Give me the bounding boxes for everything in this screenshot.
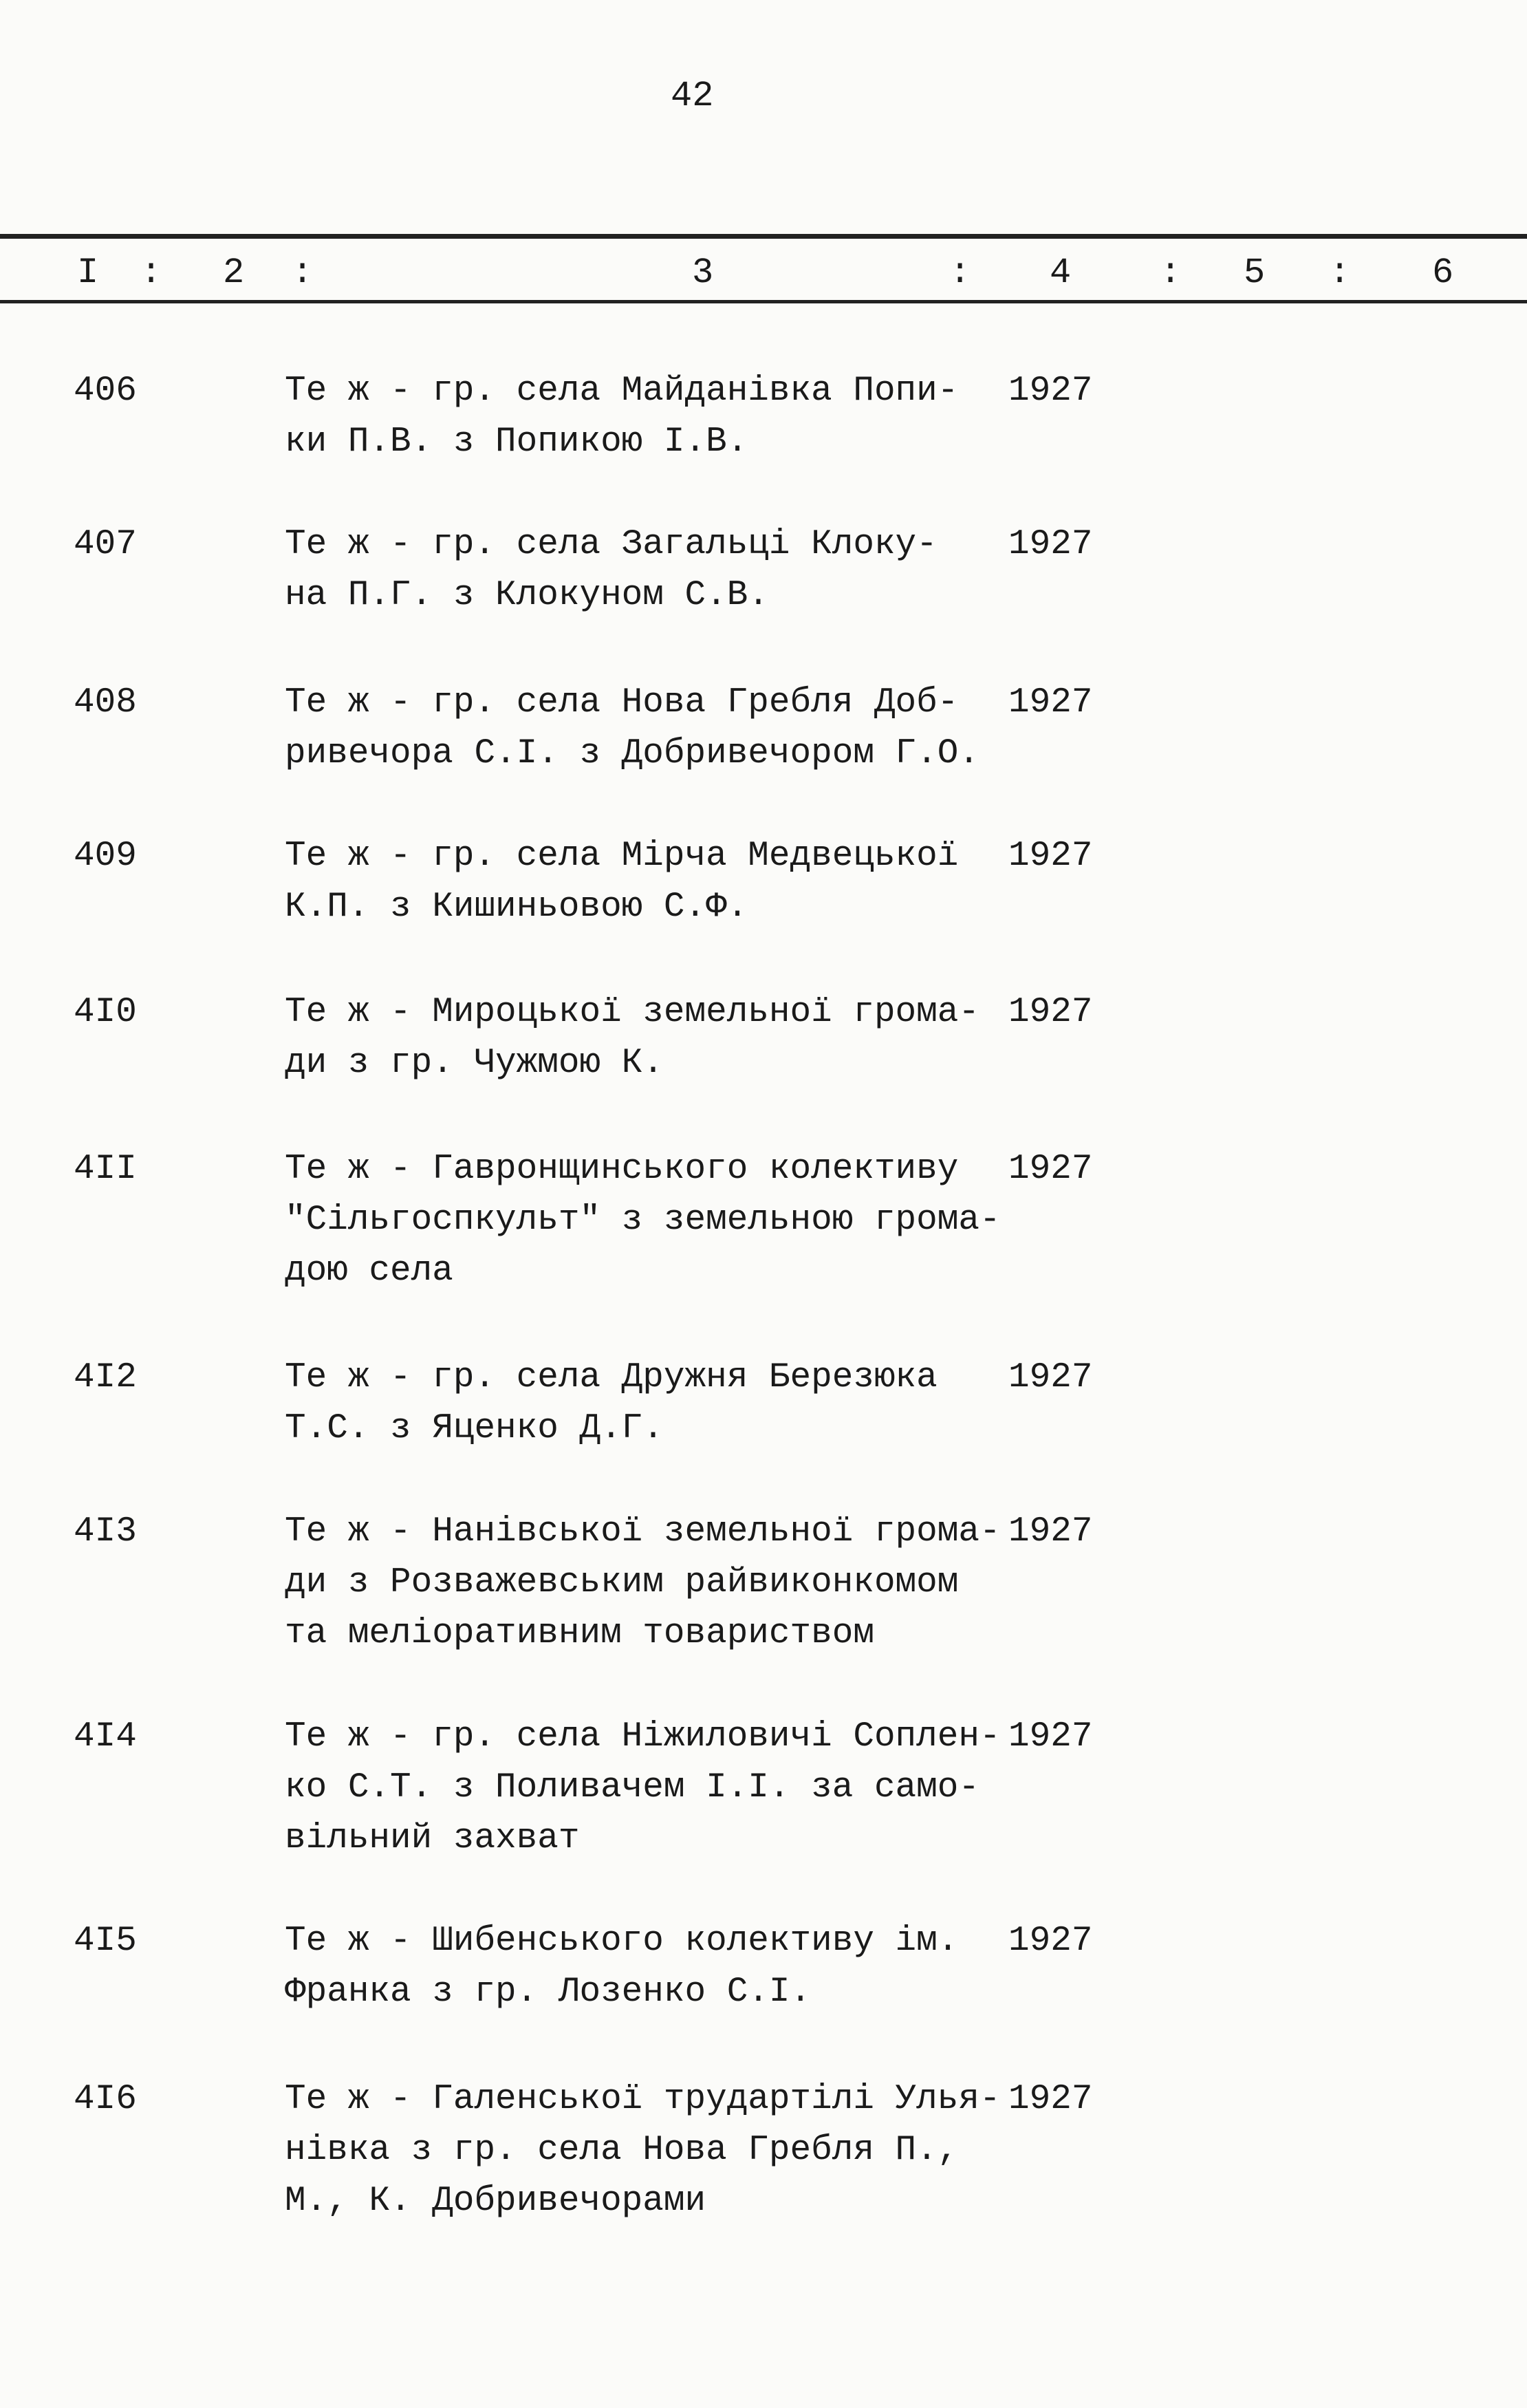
item-number: 407 [74,525,137,564]
description-line: Те ж - Гавронщинського колективу [285,1150,959,1189]
item-year: 1927 [1008,372,1093,411]
header-bottom-rule [0,300,1527,303]
item-number: 4II [74,1150,137,1189]
item-description [285,987,979,1089]
item-number: 4I2 [74,1358,137,1397]
column-header-6: 6 [1432,252,1454,293]
item-year: 1927 [1008,837,1093,876]
description-line: Те ж - Галенської трудартілі Улья- [285,2080,1001,2119]
description-line: К.П. з Кишиньовою С.Ф. [285,888,748,927]
item-year: 1927 [1008,683,1093,722]
item-number: 4I6 [74,2080,137,2119]
column-header-3: 3 [692,252,714,293]
description-line: на П.Г. з Клокуном С.В. [285,576,769,615]
item-description [285,366,958,468]
column-header-2: 2 [223,252,245,293]
description-line: та меліоративним товариством [285,1614,874,1653]
item-description [285,1507,1001,1659]
column-header-1: I [77,252,99,293]
item-description [285,1712,1001,1864]
description-line: Те ж - гр. села Загальці Клоку- [285,525,938,564]
item-year: 1927 [1008,1358,1093,1397]
item-description [285,678,979,780]
description-line: Те ж - гр. села Майданівка Попи- [285,372,959,411]
item-number: 408 [74,683,137,722]
description-line: Те ж - гр. села Нова Гребля Доб- [285,683,959,722]
column-separator: : [949,252,971,293]
description-line: ривечора С.І. з Добривечором Г.О. [285,734,979,773]
description-line: ко С.Т. з Поливачем І.І. за само- [285,1768,979,1807]
item-description [285,519,938,621]
item-description [285,1916,958,2018]
item-number: 406 [74,372,137,411]
column-separator: : [1160,252,1182,293]
column-header-5: 5 [1244,252,1266,293]
item-number: 4I4 [74,1717,137,1756]
item-description [285,831,958,933]
item-year: 1927 [1008,1150,1093,1189]
description-line: Те ж - Нанівської земельної грома- [285,1512,1001,1551]
description-line: Те ж - гр. села Дружня Березюка [285,1358,938,1397]
column-separator: : [1329,252,1351,293]
description-line: М., К. Добривечорами [285,2182,706,2221]
description-line: Те ж - гр. села Мірча Медвецької [285,837,959,876]
item-number: 4I0 [74,993,137,1032]
item-year: 1927 [1008,1512,1093,1551]
column-header-4: 4 [1050,252,1072,293]
item-description [285,2074,1001,2227]
item-description [285,1144,1001,1297]
description-line: вільний захват [285,1819,580,1858]
item-description [285,1353,938,1454]
item-number: 409 [74,837,137,876]
description-line: ди з Розважевським райвиконкомом [285,1563,959,1602]
description-line: Т.С. з Яценко Д.Г. [285,1409,664,1448]
item-year: 1927 [1008,993,1093,1032]
header-top-rule [0,234,1527,239]
item-year: 1927 [1008,2080,1093,2119]
description-line: дою села [285,1251,453,1291]
description-line: ки П.В. з Попикою І.В. [285,422,748,462]
description-line: Те ж - Шибенського колективу ім. [285,1922,959,1961]
description-line: Франка з гр. Лозенко С.І. [285,1972,812,2012]
item-number: 4I5 [74,1922,137,1961]
page-number: 42 [671,76,714,116]
description-line: "Сільгоспкульт" з земельною грома- [285,1201,1001,1240]
item-year: 1927 [1008,1922,1093,1961]
column-separator: : [292,252,314,293]
description-line: Те ж - гр. села Ніжиловичі Соплен- [285,1717,1001,1756]
item-year: 1927 [1008,525,1093,564]
item-year: 1927 [1008,1717,1093,1756]
description-line: ди з гр. Чужмою К. [285,1044,664,1083]
column-separator: : [140,252,162,293]
description-line: Те ж - Мироцької земельної грома- [285,993,979,1032]
item-number: 4I3 [74,1512,137,1551]
description-line: нівка з гр. села Нова Гребля П., [285,2131,959,2170]
